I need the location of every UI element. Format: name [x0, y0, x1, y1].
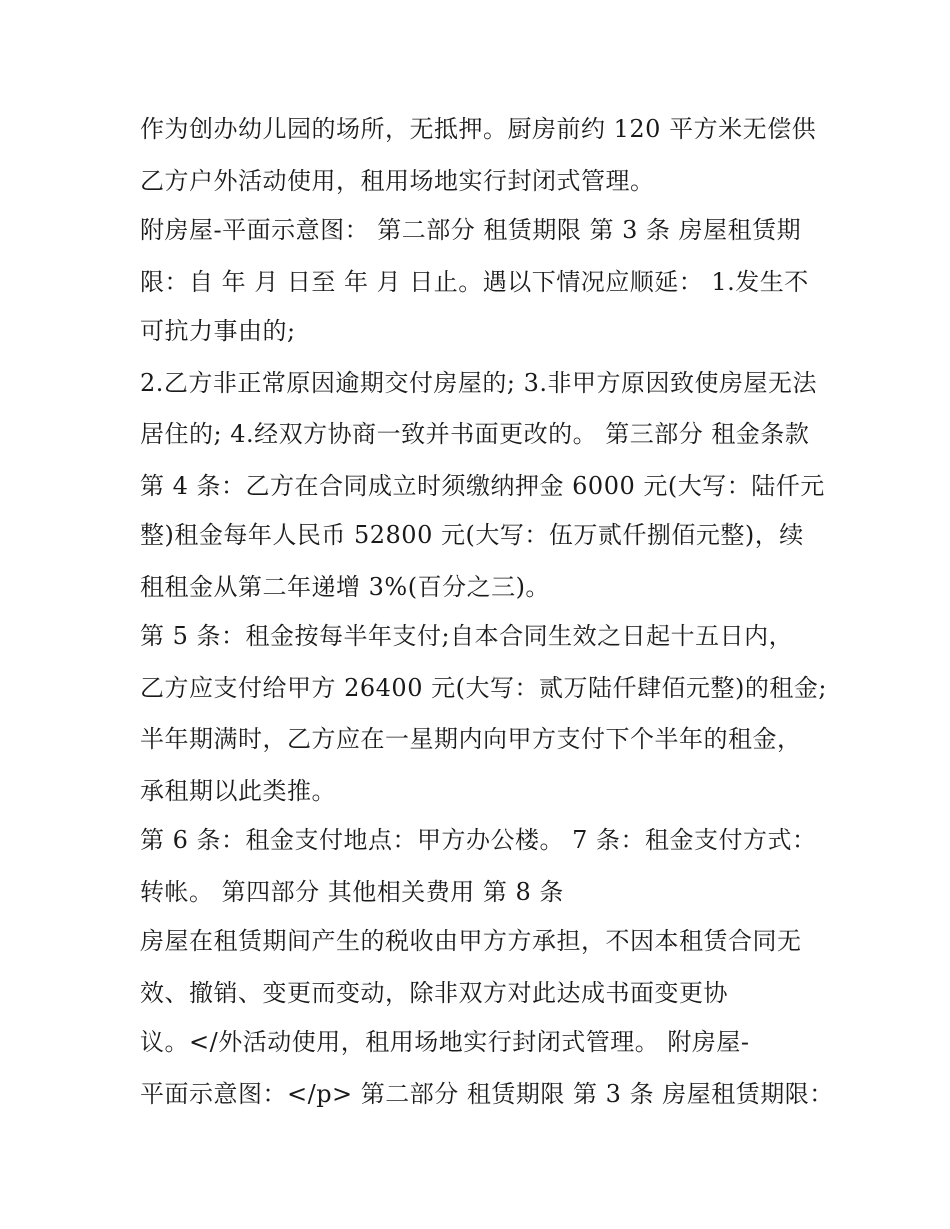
text-line: 2.乙方非正常原因逾期交付房屋的; 3.非甲方原因致使房屋无法	[140, 369, 818, 397]
text-line: 承租期以此类推。	[140, 777, 336, 805]
text-line: 议。</外活动使用，租用场地实行封闭式管理。 附房屋-	[140, 1028, 750, 1056]
text-line: 限：自 年 月 日至 年 月 日止。遇以下情况应顺延： 1.发生不	[140, 268, 809, 296]
text-line: 房屋在租赁期间产生的税收由甲方方承担，不因本租赁合同无	[140, 927, 802, 955]
text-line: 作为创办幼儿园的场所，无抵押。厨房前约 120 平方米无偿供	[140, 115, 817, 143]
text-line: 租租金从第二年递增 3%(百分之三)。	[140, 573, 550, 601]
text-line: 平面示意图：</p> 第二部分 租赁期限 第 3 条 房屋租赁期限：	[140, 1080, 834, 1108]
text-line: 乙方户外活动使用，租用场地实行封闭式管理。	[140, 167, 655, 195]
text-line: 附房屋-平面示意图： 第二部分 租赁期限 第 3 条 房屋租赁期	[140, 216, 802, 244]
text-line: 第 4 条：乙方在合同成立时须缴纳押金 6000 元(大写：陆仟元	[140, 472, 825, 500]
text-line: 乙方应支付给甲方 26400 元(大写：贰万陆仟肆佰元整)的租金;	[140, 674, 827, 702]
text-line: 转帐。 第四部分 其他相关费用 第 8 条	[140, 878, 564, 906]
text-line: 整)租金每年人民币 52800 元(大写：伍万贰仟捌佰元整)，续	[140, 521, 804, 549]
text-line: 居住的; 4.经双方协商一致并书面更改的。 第三部分 租金条款	[140, 420, 810, 448]
text-line: 可抗力事由的;	[140, 317, 296, 345]
text-line: 第 5 条：租金按每半年支付;自本合同生效之日起十五日内，	[140, 622, 794, 650]
text-line: 效、撤销、变更而变动，除非双方对此达成书面变更协	[140, 979, 728, 1007]
text-line: 第 6 条：租金支付地点：甲方办公楼。 7 条：租金支付方式：	[140, 826, 817, 854]
text-line: 半年期满时，乙方应在一星期内向甲方支付下个半年的租金，	[140, 725, 802, 753]
